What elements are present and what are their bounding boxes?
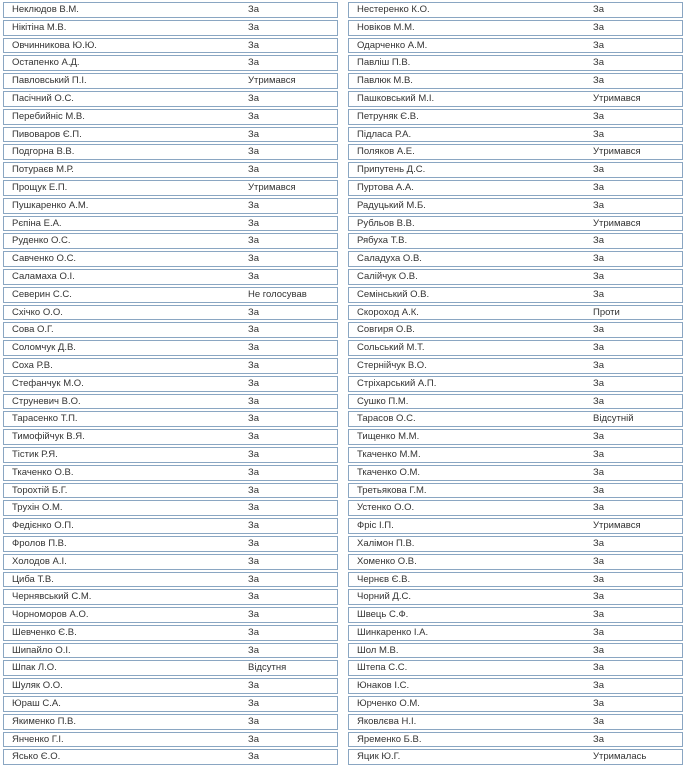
vote-row bbox=[348, 483, 683, 499]
deputy-name: Ясько Є.О. bbox=[3, 749, 240, 765]
deputy-name: Тістик Р.Я. bbox=[3, 447, 240, 463]
deputy-name: Сольський М.Т. bbox=[348, 340, 585, 356]
deputy-name: Прощук Е.П. bbox=[3, 180, 240, 196]
deputy-name: Струневич В.О. bbox=[3, 394, 240, 410]
vote-row bbox=[348, 269, 683, 285]
deputy-name: Саламаха О.І. bbox=[3, 269, 240, 285]
vote-result: За bbox=[585, 465, 683, 481]
deputy-name: Сова О.Г. bbox=[3, 322, 240, 338]
vote-row bbox=[3, 269, 338, 285]
deputy-name: Третьякова Г.М. bbox=[348, 483, 585, 499]
vote-result: За bbox=[240, 20, 338, 36]
vote-result: За bbox=[585, 483, 683, 499]
vote-row bbox=[3, 305, 338, 321]
deputy-name: Стріхарський А.П. bbox=[348, 376, 585, 392]
deputy-name: Овчинникова Ю.Ю. bbox=[3, 38, 240, 54]
deputy-name: Якименко П.В. bbox=[3, 714, 240, 730]
vote-row bbox=[348, 696, 683, 712]
deputy-name: Тищенко М.М. bbox=[348, 429, 585, 445]
vote-row bbox=[3, 572, 338, 588]
deputy-name: Тарасов О.С. bbox=[348, 411, 585, 427]
vote-row bbox=[348, 180, 683, 196]
vote-row bbox=[348, 251, 683, 267]
vote-row bbox=[3, 233, 338, 249]
vote-result: За bbox=[240, 500, 338, 516]
deputy-name: Семінський О.В. bbox=[348, 287, 585, 303]
deputy-name: Штепа С.С. bbox=[348, 660, 585, 676]
vote-row bbox=[348, 572, 683, 588]
vote-row bbox=[348, 109, 683, 125]
vote-row bbox=[3, 500, 338, 516]
vote-result: За bbox=[240, 216, 338, 232]
vote-result: За bbox=[240, 589, 338, 605]
vote-row bbox=[3, 732, 338, 748]
vote-result: Утримався bbox=[585, 91, 683, 107]
vote-result: Відсутня bbox=[240, 660, 338, 676]
vote-result: За bbox=[240, 198, 338, 214]
deputy-name: Северин С.С. bbox=[3, 287, 240, 303]
vote-row bbox=[3, 518, 338, 534]
deputy-name: Яременко Б.В. bbox=[348, 732, 585, 748]
vote-result: За bbox=[585, 198, 683, 214]
vote-row bbox=[3, 91, 338, 107]
vote-row bbox=[3, 554, 338, 570]
vote-row bbox=[3, 2, 338, 18]
vote-row bbox=[348, 607, 683, 623]
deputy-name: Саладуха О.В. bbox=[348, 251, 585, 267]
vote-result: За bbox=[240, 394, 338, 410]
vote-result: За bbox=[240, 607, 338, 623]
vote-result: За bbox=[585, 572, 683, 588]
vote-result: За bbox=[585, 233, 683, 249]
vote-row bbox=[3, 483, 338, 499]
deputy-name: Шуляк О.О. bbox=[3, 678, 240, 694]
vote-result: За bbox=[585, 394, 683, 410]
deputy-name: Чорноморов А.О. bbox=[3, 607, 240, 623]
vote-row bbox=[3, 394, 338, 410]
vote-table-left-body bbox=[3, 2, 338, 765]
vote-result: Утрималась bbox=[585, 749, 683, 765]
vote-result: За bbox=[240, 144, 338, 160]
vote-row bbox=[348, 465, 683, 481]
vote-result: За bbox=[585, 38, 683, 54]
vote-result: За bbox=[240, 447, 338, 463]
vote-row bbox=[348, 625, 683, 641]
vote-result: За bbox=[240, 411, 338, 427]
vote-row bbox=[348, 38, 683, 54]
vote-result: Проти bbox=[585, 305, 683, 321]
vote-row bbox=[348, 660, 683, 676]
vote-table-left bbox=[3, 0, 338, 767]
vote-result: За bbox=[585, 251, 683, 267]
vote-row bbox=[348, 198, 683, 214]
vote-result: За bbox=[585, 162, 683, 178]
deputy-name: Cхічко О.О. bbox=[3, 305, 240, 321]
vote-row bbox=[3, 465, 338, 481]
vote-row bbox=[348, 589, 683, 605]
deputy-name: Яцик Ю.Г. bbox=[348, 749, 585, 765]
vote-row bbox=[3, 198, 338, 214]
deputy-name: Юнаков І.С. bbox=[348, 678, 585, 694]
vote-row bbox=[3, 678, 338, 694]
vote-row bbox=[348, 305, 683, 321]
deputy-name: Павлюк М.В. bbox=[348, 73, 585, 89]
deputy-name: Чернєв Є.В. bbox=[348, 572, 585, 588]
vote-row bbox=[3, 749, 338, 765]
vote-row bbox=[348, 643, 683, 659]
deputy-name: Устенко О.О. bbox=[348, 500, 585, 516]
deputy-name: Ткаченко О.В. bbox=[3, 465, 240, 481]
vote-result: За bbox=[585, 55, 683, 71]
vote-result: За bbox=[240, 109, 338, 125]
deputy-name: Павловський П.І. bbox=[3, 73, 240, 89]
deputy-name: Підласа Р.А. bbox=[348, 127, 585, 143]
vote-row bbox=[3, 127, 338, 143]
vote-result: За bbox=[240, 2, 338, 18]
vote-result: За bbox=[240, 625, 338, 641]
deputy-name: Салійчук О.В. bbox=[348, 269, 585, 285]
vote-result: За bbox=[240, 696, 338, 712]
deputy-name: Шипайло О.І. bbox=[3, 643, 240, 659]
vote-row bbox=[348, 91, 683, 107]
vote-result: За bbox=[240, 305, 338, 321]
deputy-name: Радуцький М.Б. bbox=[348, 198, 585, 214]
vote-result: За bbox=[585, 678, 683, 694]
vote-row bbox=[348, 162, 683, 178]
vote-result: За bbox=[585, 447, 683, 463]
vote-result: За bbox=[585, 589, 683, 605]
vote-row bbox=[3, 447, 338, 463]
vote-result: За bbox=[585, 109, 683, 125]
vote-row bbox=[348, 20, 683, 36]
vote-row bbox=[3, 358, 338, 374]
vote-table-right-body bbox=[348, 2, 683, 765]
vote-result: За bbox=[240, 358, 338, 374]
deputy-name: Петруняк Є.В. bbox=[348, 109, 585, 125]
vote-result: За bbox=[240, 162, 338, 178]
vote-row bbox=[348, 233, 683, 249]
deputy-name: Торохтій Б.Г. bbox=[3, 483, 240, 499]
deputy-name: Пасічний О.С. bbox=[3, 91, 240, 107]
deputy-name: Павліш П.В. bbox=[348, 55, 585, 71]
deputy-name: Подгорна В.В. bbox=[3, 144, 240, 160]
deputy-name: Соха Р.В. bbox=[3, 358, 240, 374]
vote-result: За bbox=[240, 269, 338, 285]
deputy-name: Пашковський М.І. bbox=[348, 91, 585, 107]
vote-result: За bbox=[240, 714, 338, 730]
vote-result: За bbox=[585, 376, 683, 392]
vote-result: Утримався bbox=[585, 144, 683, 160]
deputy-name: Поляков А.Е. bbox=[348, 144, 585, 160]
vote-result: Відсутній bbox=[585, 411, 683, 427]
vote-row bbox=[3, 55, 338, 71]
vote-row bbox=[348, 554, 683, 570]
vote-row bbox=[348, 678, 683, 694]
vote-result: За bbox=[585, 625, 683, 641]
deputy-name: Ткаченко М.М. bbox=[348, 447, 585, 463]
vote-row bbox=[3, 589, 338, 605]
vote-row bbox=[348, 447, 683, 463]
vote-result: За bbox=[585, 358, 683, 374]
vote-table-right bbox=[348, 0, 683, 767]
deputy-name: Янченко Г.І. bbox=[3, 732, 240, 748]
vote-result: За bbox=[585, 500, 683, 516]
deputy-name: Юрченко О.М. bbox=[348, 696, 585, 712]
vote-result: За bbox=[240, 127, 338, 143]
vote-result: За bbox=[240, 251, 338, 267]
vote-row bbox=[3, 714, 338, 730]
vote-row bbox=[348, 340, 683, 356]
vote-row bbox=[348, 411, 683, 427]
deputy-name: Одарченко А.М. bbox=[348, 38, 585, 54]
deputy-name: Фролов П.В. bbox=[3, 536, 240, 552]
vote-result: За bbox=[585, 2, 683, 18]
vote-row bbox=[3, 144, 338, 160]
vote-row bbox=[348, 287, 683, 303]
deputy-name: Пивоваров Є.П. bbox=[3, 127, 240, 143]
vote-result: За bbox=[585, 607, 683, 623]
vote-row bbox=[3, 251, 338, 267]
vote-row bbox=[3, 73, 338, 89]
deputy-name: Хоменко О.В. bbox=[348, 554, 585, 570]
deputy-name: Рубльов В.В. bbox=[348, 216, 585, 232]
vote-row bbox=[348, 127, 683, 143]
vote-row bbox=[3, 625, 338, 641]
vote-row bbox=[3, 216, 338, 232]
vote-row bbox=[3, 696, 338, 712]
deputy-name: Юраш С.А. bbox=[3, 696, 240, 712]
deputy-name: Швець С.Ф. bbox=[348, 607, 585, 623]
vote-result: За bbox=[240, 91, 338, 107]
vote-row bbox=[348, 394, 683, 410]
vote-result: За bbox=[585, 554, 683, 570]
vote-result: Утримався bbox=[240, 180, 338, 196]
vote-result: За bbox=[240, 483, 338, 499]
vote-result: За bbox=[585, 73, 683, 89]
vote-result: За bbox=[585, 340, 683, 356]
deputy-name: Совгиря О.В. bbox=[348, 322, 585, 338]
vote-result: За bbox=[240, 429, 338, 445]
vote-row bbox=[348, 429, 683, 445]
vote-row bbox=[3, 20, 338, 36]
vote-result: За bbox=[585, 287, 683, 303]
vote-result: За bbox=[585, 660, 683, 676]
vote-row bbox=[348, 376, 683, 392]
vote-row bbox=[348, 216, 683, 232]
vote-result: Утримався bbox=[585, 216, 683, 232]
deputy-name: Рєпіна Е.А. bbox=[3, 216, 240, 232]
deputy-name: Шол М.В. bbox=[348, 643, 585, 659]
vote-row bbox=[3, 643, 338, 659]
deputy-name: Шинкаренко І.А. bbox=[348, 625, 585, 641]
vote-result: За bbox=[240, 233, 338, 249]
deputy-name: Циба Т.В. bbox=[3, 572, 240, 588]
deputy-name: Савченко О.С. bbox=[3, 251, 240, 267]
vote-result: За bbox=[240, 732, 338, 748]
vote-result: За bbox=[585, 643, 683, 659]
vote-result: За bbox=[585, 322, 683, 338]
deputy-name: Новіков М.М. bbox=[348, 20, 585, 36]
vote-result: За bbox=[240, 465, 338, 481]
deputy-name: Стефанчук М.О. bbox=[3, 376, 240, 392]
deputy-name: Холодов А.І. bbox=[3, 554, 240, 570]
vote-result: За bbox=[240, 572, 338, 588]
deputy-name: Пушкаренко А.М. bbox=[3, 198, 240, 214]
deputy-name: Чернявський С.М. bbox=[3, 589, 240, 605]
vote-row bbox=[3, 322, 338, 338]
vote-row bbox=[348, 73, 683, 89]
deputy-name: Потураєв М.Р. bbox=[3, 162, 240, 178]
vote-result: За bbox=[585, 429, 683, 445]
vote-row bbox=[3, 109, 338, 125]
vote-result: За bbox=[240, 678, 338, 694]
vote-result: За bbox=[240, 322, 338, 338]
deputy-name: Трухін О.М. bbox=[3, 500, 240, 516]
vote-result: Утримався bbox=[585, 518, 683, 534]
vote-row bbox=[348, 358, 683, 374]
vote-result: Не голосував bbox=[240, 287, 338, 303]
vote-row bbox=[3, 536, 338, 552]
deputy-name: Фріс І.П. bbox=[348, 518, 585, 534]
vote-row bbox=[348, 322, 683, 338]
deputy-name: Халімон П.В. bbox=[348, 536, 585, 552]
vote-row bbox=[348, 536, 683, 552]
vote-row bbox=[3, 429, 338, 445]
deputy-name: Остапенко А.Д. bbox=[3, 55, 240, 71]
vote-result: За bbox=[240, 536, 338, 552]
vote-result: За bbox=[240, 749, 338, 765]
vote-row bbox=[3, 180, 338, 196]
deputy-name: Федієнко О.П. bbox=[3, 518, 240, 534]
deputy-name: Припутень Д.С. bbox=[348, 162, 585, 178]
vote-result: За bbox=[240, 55, 338, 71]
deputy-name: Ткаченко О.М. bbox=[348, 465, 585, 481]
deputy-name: Сушко П.М. bbox=[348, 394, 585, 410]
vote-row bbox=[348, 55, 683, 71]
vote-row bbox=[3, 340, 338, 356]
deputy-name: Руденко О.С. bbox=[3, 233, 240, 249]
vote-result: За bbox=[240, 554, 338, 570]
deputy-name: Скороход А.К. bbox=[348, 305, 585, 321]
vote-row bbox=[348, 144, 683, 160]
vote-row bbox=[348, 2, 683, 18]
vote-result: Утримався bbox=[240, 73, 338, 89]
vote-result: За bbox=[585, 180, 683, 196]
deputy-name: Шпак Л.О. bbox=[3, 660, 240, 676]
vote-result: За bbox=[585, 732, 683, 748]
vote-row bbox=[3, 607, 338, 623]
vote-row bbox=[348, 749, 683, 765]
deputy-name: Тарасенко Т.П. bbox=[3, 411, 240, 427]
deputy-name: Соломчук Д.В. bbox=[3, 340, 240, 356]
deputy-name: Чорний Д.С. bbox=[348, 589, 585, 605]
vote-result: За bbox=[585, 127, 683, 143]
vote-row bbox=[348, 518, 683, 534]
vote-result: За bbox=[240, 643, 338, 659]
vote-result: За bbox=[585, 269, 683, 285]
vote-row bbox=[3, 162, 338, 178]
vote-row bbox=[3, 411, 338, 427]
vote-result: За bbox=[585, 714, 683, 730]
deputy-name: Нікітіна М.В. bbox=[3, 20, 240, 36]
deputy-name: Рябуха Т.В. bbox=[348, 233, 585, 249]
deputy-name: Пуртова А.А. bbox=[348, 180, 585, 196]
vote-row bbox=[348, 732, 683, 748]
vote-row bbox=[348, 714, 683, 730]
vote-row bbox=[3, 287, 338, 303]
vote-row bbox=[3, 38, 338, 54]
vote-result: За bbox=[240, 518, 338, 534]
vote-result: За bbox=[585, 536, 683, 552]
deputy-name: Яковлєва Н.І. bbox=[348, 714, 585, 730]
deputy-name: Нестеренко К.О. bbox=[348, 2, 585, 18]
deputy-name: Неклюдов В.М. bbox=[3, 2, 240, 18]
vote-row bbox=[348, 500, 683, 516]
vote-result: За bbox=[240, 38, 338, 54]
vote-result: За bbox=[240, 340, 338, 356]
deputy-name: Тимофійчук В.Я. bbox=[3, 429, 240, 445]
vote-result: За bbox=[240, 376, 338, 392]
vote-row bbox=[3, 660, 338, 676]
vote-result: За bbox=[585, 696, 683, 712]
deputy-name: Шевченко Є.В. bbox=[3, 625, 240, 641]
deputy-name: Стернійчук В.О. bbox=[348, 358, 585, 374]
vote-row bbox=[3, 376, 338, 392]
deputy-name: Перебийніс М.В. bbox=[3, 109, 240, 125]
vote-result: За bbox=[585, 20, 683, 36]
